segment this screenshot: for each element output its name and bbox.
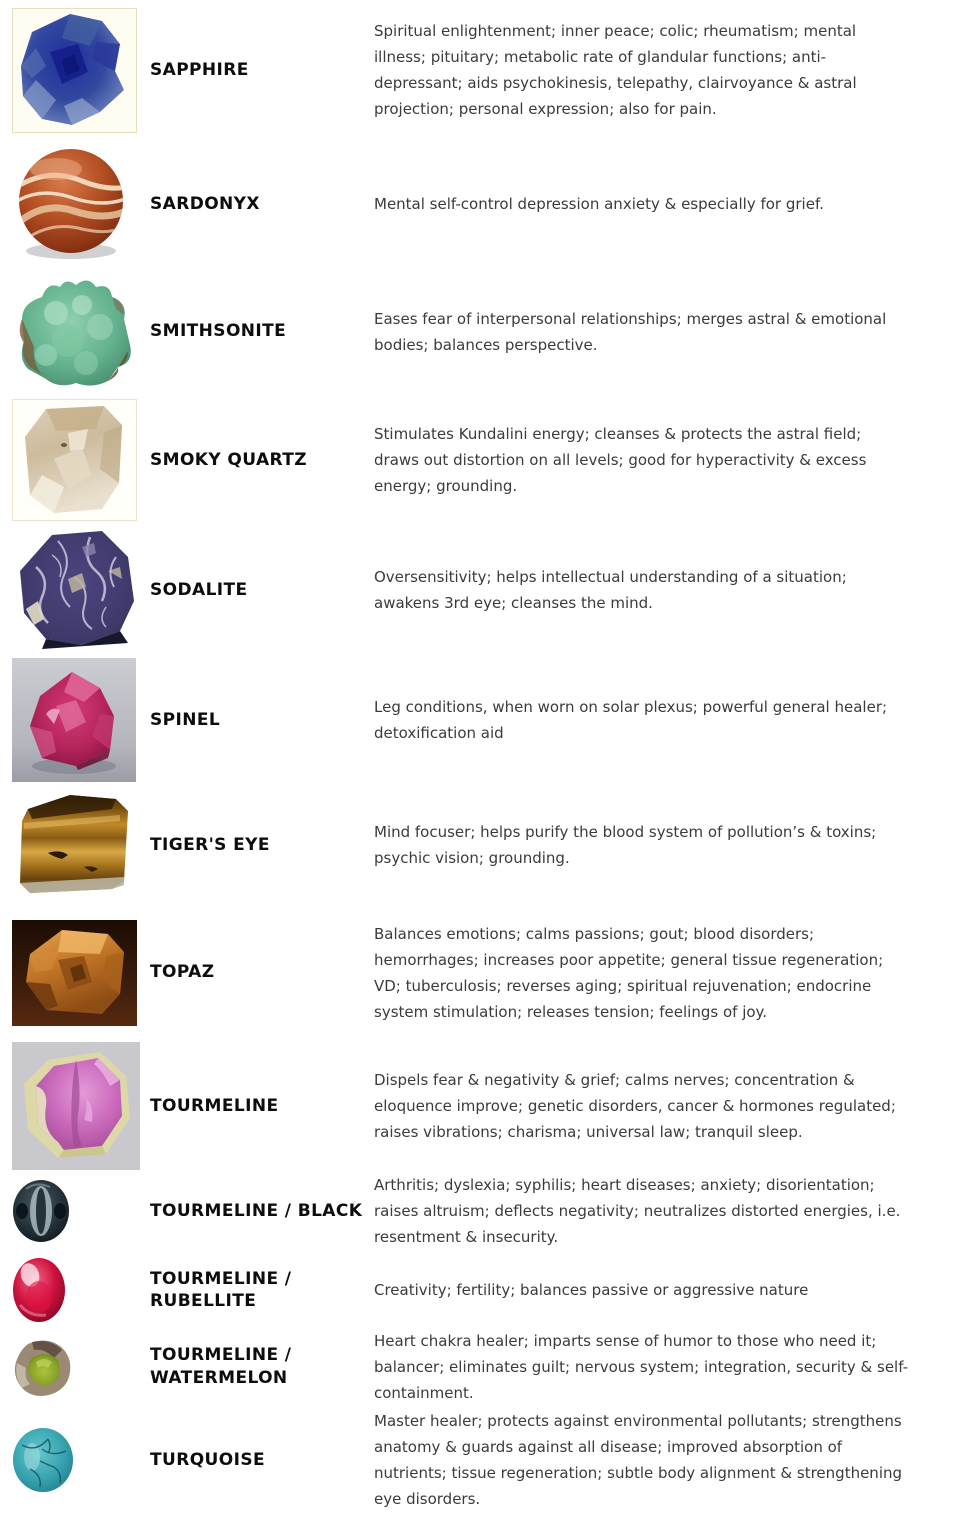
stone-image-cell	[0, 1179, 150, 1243]
watermelon-tourmeline-stone-image	[12, 1336, 74, 1398]
stone-image-cell	[0, 920, 150, 1026]
stone-image-cell	[0, 1336, 150, 1398]
table-row	[0, 1040, 955, 1172]
tigers-eye-stone-image	[12, 789, 134, 901]
table-row	[0, 655, 955, 785]
table-row	[0, 395, 955, 525]
sapphire-stone-image	[12, 8, 137, 133]
table-row	[0, 1330, 955, 1403]
stone-name: TOURMELINE / WATERMELON	[150, 1345, 292, 1388]
stone-name: TIGER'S EYE	[150, 834, 270, 855]
table-row	[0, 1250, 955, 1330]
table-row	[0, 1403, 955, 1517]
stone-name: SMITHSONITE	[150, 321, 287, 342]
turquoise-stone-image	[12, 1427, 74, 1493]
stone-description: Mental self-control depression anxiety & especially for grief.	[374, 195, 824, 213]
stone-name: TOURMELINE	[150, 1095, 279, 1116]
stone-name: SARDONYX	[150, 193, 260, 214]
table-row	[0, 1172, 955, 1250]
stone-image-cell	[0, 527, 150, 653]
stone-description: Dispels fear & negativity & grief; calms nerves; concentration & eloquence improve; genetic disorders, cancer & hormones regulated; raises vibrations; charisma; universal law; tranquil sleep.	[374, 1071, 896, 1141]
stone-description: Balances emotions; calms passions; gout; blood disorders; hemorrhages; increases poor appetite; general tissue regeneration; VD; tuberculosis; reverses aging; spiritual rejuvenation; endocrine system stimulation; releases tension; feelings of joy.	[374, 924, 884, 1021]
stone-image-cell	[0, 1257, 150, 1323]
stone-name: TURQUOISE	[150, 1449, 265, 1470]
stone-image-cell	[0, 789, 150, 901]
stone-image-cell	[0, 658, 150, 782]
rubellite-tourmeline-stone-image	[12, 1257, 66, 1323]
stone-description: Eases fear of interpersonal relationships; merges astral & emotional bodies; balances perspective.	[374, 309, 887, 354]
table-row	[0, 905, 955, 1040]
table-row	[0, 785, 955, 905]
stone-name: TOURMELINE / BLACK	[150, 1200, 363, 1221]
stone-image-cell	[0, 399, 150, 521]
topaz-stone-image	[12, 920, 137, 1026]
stone-name: SMOKY QUARTZ	[150, 449, 307, 470]
stone-image-cell	[0, 1427, 150, 1493]
stone-image-cell	[0, 8, 150, 133]
stone-description: Master healer; protects against environmental pollutants; strengthens anatomy & guards against all disease; improved absorption of nutrients; tissue regeneration; subtle body alignment & strengthening eye disorders.	[374, 1412, 903, 1508]
stone-name: SAPPHIRE	[150, 59, 249, 80]
stone-name: SPINEL	[150, 709, 221, 730]
stone-description: Spiritual enlightenment; inner peace; colic; rheumatism; mental illness; pituitary; metabolic rate of glandular functions; anti-depressant; aids psychokinesis, telepathy, clairvoyance & astral projection; personal expression; also for pain.	[374, 22, 857, 118]
stone-image-cell	[0, 147, 150, 261]
smithsonite-stone-image	[12, 275, 140, 389]
stone-description: Leg conditions, when worn on solar plexus; powerful general healer; detoxification aid	[374, 698, 888, 742]
stone-name: SODALITE	[150, 579, 248, 600]
stone-description: Oversensitivity; helps intellectual understanding of a situation; awakens 3rd eye; cleanses the mind.	[374, 568, 847, 612]
stone-description: Stimulates Kundalini energy; cleanses & protects the astral field; draws out distortion on all levels; good for hyperactivity & excess energy; grounding.	[374, 425, 867, 495]
table-row	[0, 525, 955, 655]
table-row	[0, 268, 955, 395]
sodalite-stone-image	[12, 527, 142, 653]
spinel-stone-image	[12, 658, 136, 782]
table-row	[0, 0, 955, 140]
stone-description: Heart chakra healer; imparts sense of humor to those who need it; balancer; eliminates guilt; nervous system; integration, security & self-containment.	[374, 1331, 909, 1402]
stone-name: TOURMELINE / RUBELLITE	[150, 1268, 292, 1311]
stone-image-cell	[0, 275, 150, 389]
stone-description: Arthritis; dyslexia; syphilis; heart diseases; anxiety; disorientation; raises altruism; deflects negativity; neutralizes distorted energies, i.e. resentment & insecurity.	[374, 1176, 901, 1246]
stone-description: Creativity; fertility; balances passive or aggressive nature	[374, 1281, 809, 1299]
black-tourmeline-stone-image	[12, 1179, 70, 1243]
sardonyx-stone-image	[12, 147, 132, 261]
tourmeline-stone-image	[12, 1042, 140, 1170]
stone-image-cell	[0, 1042, 150, 1170]
smoky-quartz-stone-image	[12, 399, 137, 521]
stone-description: Mind focuser; helps purify the blood system of pollution’s & toxins; psychic vision; grounding.	[374, 823, 877, 867]
stone-name: TOPAZ	[150, 962, 215, 983]
table-row	[0, 140, 955, 268]
